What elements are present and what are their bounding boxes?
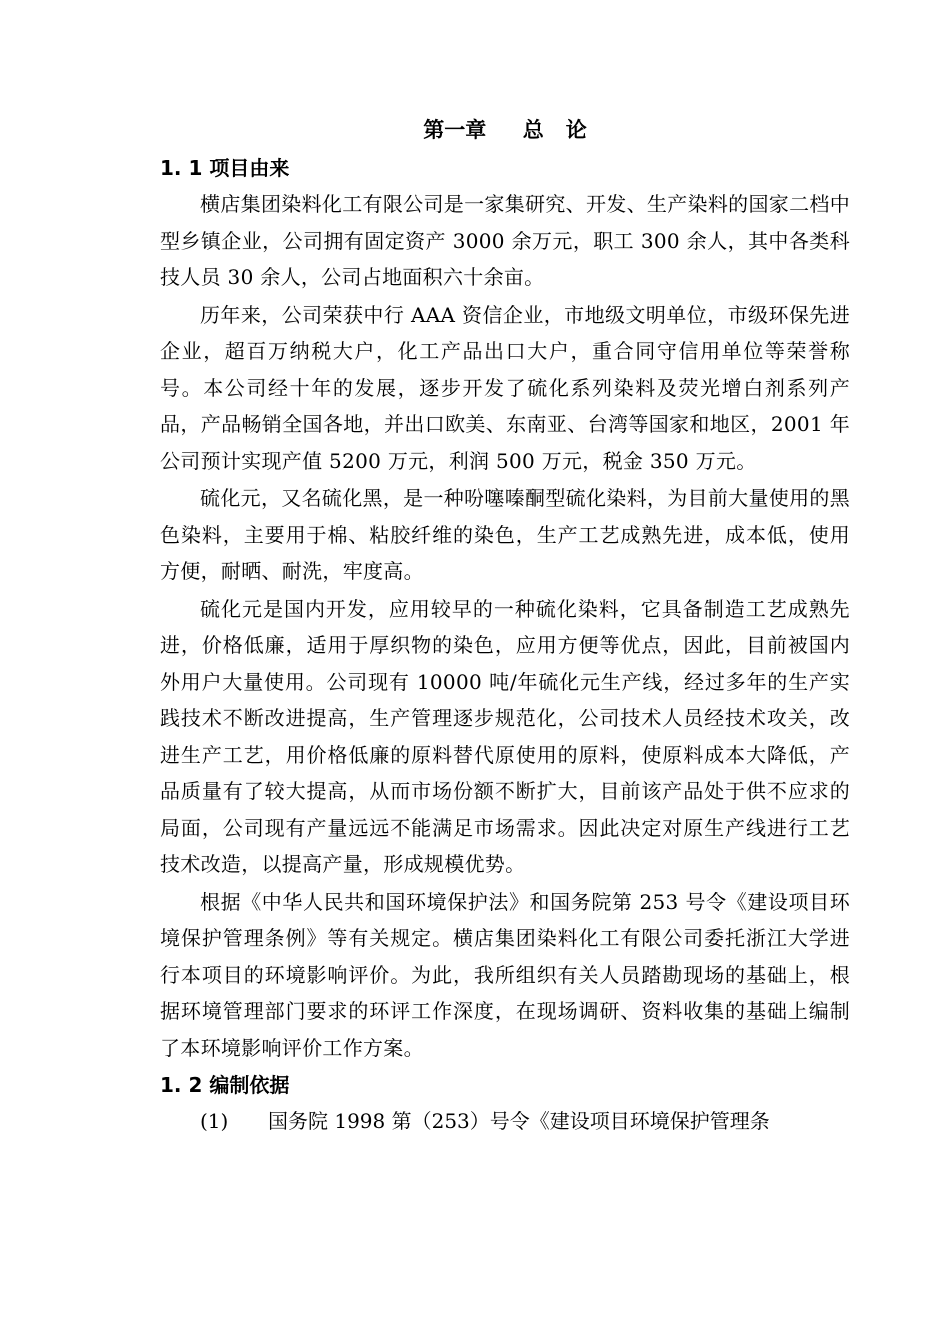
- paragraph: 硫化元是国内开发，应用较早的一种硫化染料，它具备制造工艺成熟先进，价格低廉，适用于厚织物的染色，应用方便等优点，因此，目前被国内外用户大量使用。公司现有 10000 吨/年硫化元生产线，经过多年的生产实践技术不断改进提高，生产管理逐步规范化，公司技术人员经技术攻关，改进生产工艺，用价格低廉的原料替代原使用的原料，使原料成本大降低，产品质量有了较大提高，从而市场份额不断扩大，目前该产品处于供不应求的局面，公司现有产量远远不能满足市场需求。因此决定对原生产线进行工艺技术改造，以提高产量，形成规模优势。: [160, 596, 850, 876]
- list-item-text: 国务院 1998 第（253）号令《建设项目环境保护管理条: [268, 1109, 770, 1133]
- paragraph: 历年来，公司荣获中行 AAA 资信企业，市地级文明单位，市级环保先进企业，超百万纳税大户，化工产品出口大户，重合同守信用单位等荣誉称号。本公司经十年的发展，逐步开发了硫化系列染料及荧光增白剂系列产品，产品畅销全国各地，并出口欧美、东南亚、台湾等国家和地区，2001 年公司预计实现产值 5200 万元，利润 500 万元，税金 350 万元。: [160, 302, 850, 473]
- document-page: [160, 110, 850, 1140]
- section-heading-1-2: 1. 2 编制依据: [160, 1073, 290, 1097]
- list-item: [160, 1103, 850, 1140]
- paragraph: 硫化元，又名硫化黑，是一种吩噻嗪酮型硫化染料，为目前大量使用的黑色染料，主要用于棉、粘胶纤维的染色，生产工艺成熟先进，成本低，使用方便，耐晒、耐洗，牢度高。: [160, 486, 850, 583]
- list-item-number: (1): [200, 1109, 229, 1133]
- chapter-title: 第一章 总 论: [423, 118, 587, 142]
- section-heading-1-1: 1. 1 项目由来: [160, 156, 290, 180]
- paragraph: 横店集团染料化工有限公司是一家集研究、开发、生产染料的国家二档中型乡镇企业，公司拥有固定资产 3000 余万元，职工 300 余人，其中各类科技人员 30 余人，公司占地面积六十余亩。: [160, 192, 850, 289]
- paragraph: 根据《中华人民共和国环境保护法》和国务院第 253 号令《建设项目环境保护管理条例》等有关规定。横店集团染料化工有限公司委托浙江大学进行本项目的环境影响评价。为此，我所组织有关人员踏勘现场的基础上，根据环境管理部门要求的环评工作深度，在现场调研、资料收集的基础上编制了本环境影响评价工作方案。: [160, 889, 850, 1060]
